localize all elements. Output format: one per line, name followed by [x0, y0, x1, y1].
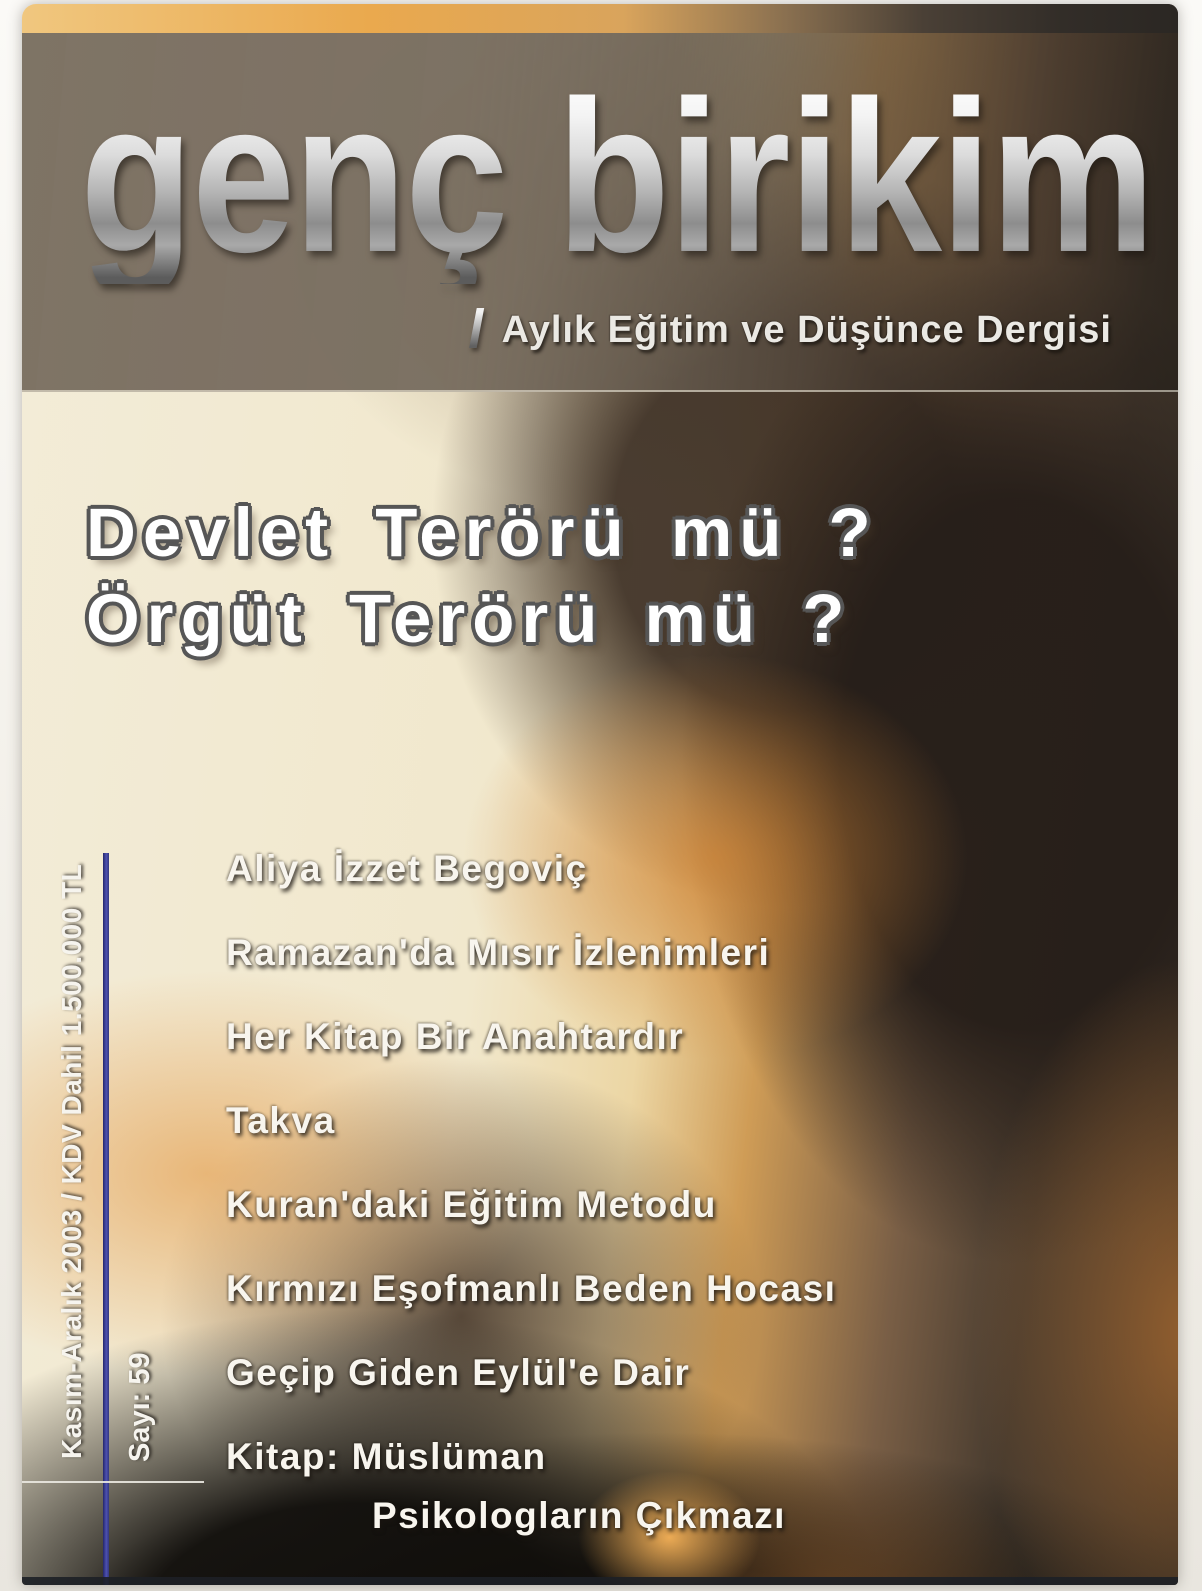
bottom-edge-strip	[22, 1577, 1178, 1585]
article-item: Her Kitap Bir Anahtardır	[226, 1016, 685, 1057]
masthead-subtitle-row	[467, 292, 1112, 364]
magazine-title: genç birikim	[80, 55, 1154, 297]
article-item-continuation: Psikologların Çıkmazı	[372, 1495, 786, 1536]
article-item: Takva	[226, 1100, 336, 1141]
cover-headline	[86, 490, 878, 662]
slash-icon: /	[467, 292, 486, 364]
article-item: Kitap: Müslüman	[226, 1436, 547, 1477]
issue-info-vertical: Kasım-Aralık 2003 / KDV Dahil 1.500.000 TL	[56, 863, 87, 1459]
sidebar-horizontal-line	[22, 1481, 204, 1483]
magazine-cover	[22, 4, 1178, 1585]
article-item: Aliya İzzet Begoviç	[226, 848, 588, 889]
article-item: Ramazan'da Mısır İzlenimleri	[226, 932, 771, 973]
article-list	[226, 845, 836, 1540]
headline-line-2: Örgüt Terörü mü ?	[86, 580, 852, 657]
issue-number-vertical: Sayı: 59	[124, 1352, 156, 1462]
cover-photo-top-strip	[22, 4, 1178, 33]
article-item: Geçip Giden Eylül'e Dair	[226, 1352, 691, 1393]
headline-line-1: Devlet Terörü mü ?	[86, 494, 878, 571]
magazine-subtitle: Aylık Eğitim ve Düşünce Dergisi	[501, 309, 1112, 351]
sidebar-divider-line	[103, 853, 109, 1585]
article-item: Kırmızı Eşofmanlı Beden Hocası	[226, 1268, 837, 1309]
article-item: Kuran'daki Eğitim Metodu	[226, 1184, 717, 1225]
